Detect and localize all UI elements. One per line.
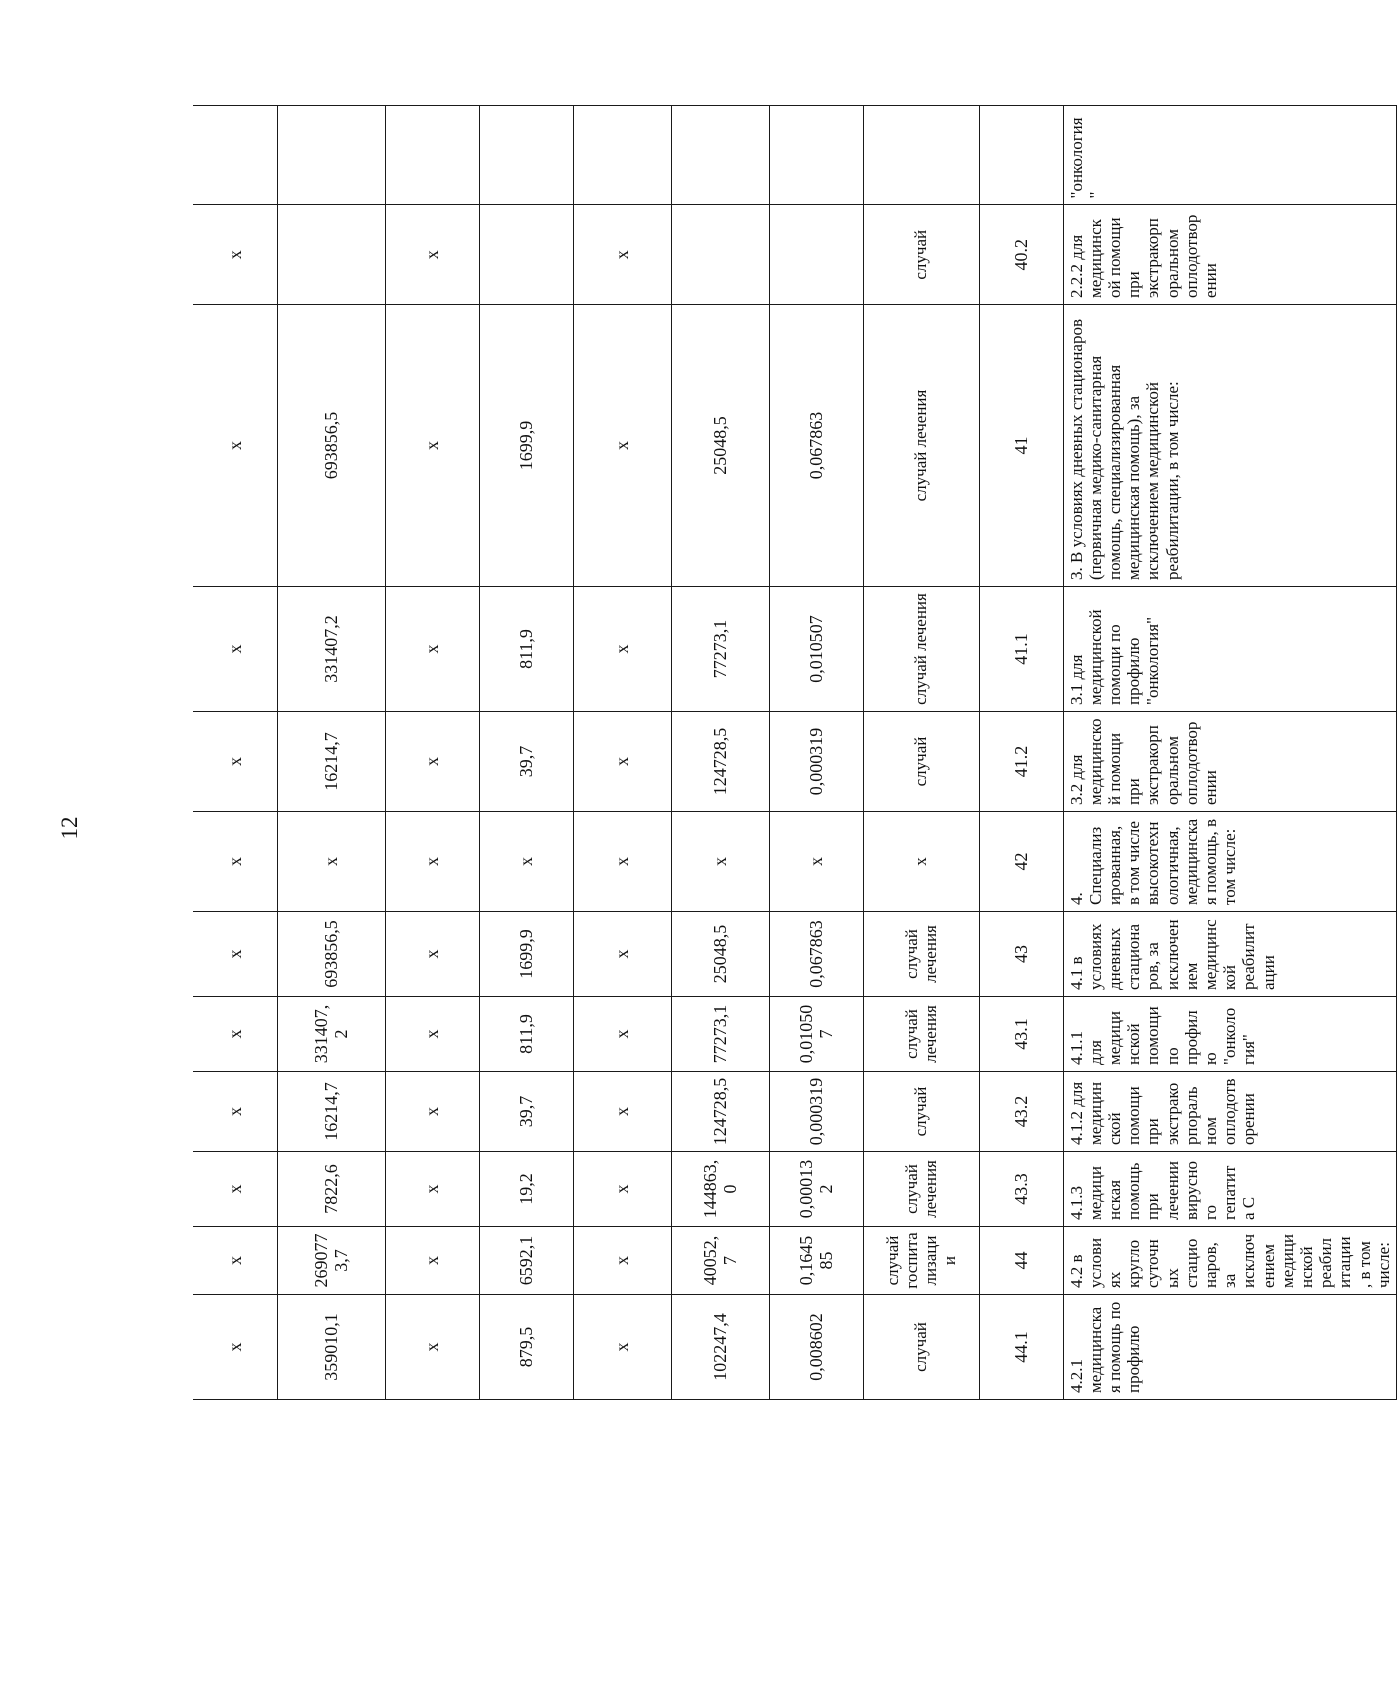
table-row <box>979 106 1063 1400</box>
col2-cell <box>479 106 573 206</box>
col5-cell: х <box>193 912 277 997</box>
norm-cell: 0,010507 <box>769 997 863 1072</box>
cost-cell: 124728,5 <box>671 1072 769 1152</box>
table-row <box>385 106 479 1400</box>
col2-cell: 39,7 <box>479 712 573 812</box>
cost-cell: 124728,5 <box>671 712 769 812</box>
col3-cell: х <box>385 305 479 587</box>
col4-cell: 16214,7 <box>277 712 385 812</box>
row-name-cell: 4.1.1 для медицинской помощи по профилю "онкология" <box>1063 997 1396 1072</box>
page-number: 12 <box>57 816 82 840</box>
row-number-cell: 41 <box>979 305 1063 587</box>
col1-cell: х <box>573 1295 671 1400</box>
norm-cell: 0,008602 <box>769 1295 863 1400</box>
col4-cell: 693856,5 <box>277 305 385 587</box>
row-number-cell: 42 <box>979 812 1063 912</box>
unit-cell: случай лечения <box>863 1152 979 1227</box>
col4-cell: 16214,7 <box>277 1072 385 1152</box>
cost-cell: 77273,1 <box>671 997 769 1072</box>
norm-cell <box>769 106 863 206</box>
row-number-cell: 44 <box>979 1227 1063 1295</box>
unit-cell <box>863 106 979 206</box>
cost-cell: х <box>671 812 769 912</box>
row-number-cell: 44.1 <box>979 1295 1063 1400</box>
norm-cell: 0,067863 <box>769 912 863 997</box>
col1-cell: х <box>573 712 671 812</box>
unit-cell: случай лечения <box>863 912 979 997</box>
col5-cell: х <box>193 1152 277 1227</box>
col3-cell: х <box>385 205 479 305</box>
col3-cell: х <box>385 1295 479 1400</box>
col3-cell <box>385 106 479 206</box>
col4-cell <box>277 205 385 305</box>
col2-cell: 811,9 <box>479 587 573 712</box>
unit-cell: х <box>863 812 979 912</box>
col2-cell: х <box>479 812 573 912</box>
col2-cell: 1699,9 <box>479 305 573 587</box>
rotated-table-container <box>193 105 1393 1400</box>
col1-cell <box>573 106 671 206</box>
cost-cell: 102247,4 <box>671 1295 769 1400</box>
col2-cell: 811,9 <box>479 997 573 1072</box>
col4-cell: х <box>277 812 385 912</box>
unit-cell: случай <box>863 1072 979 1152</box>
row-name-cell: 3. В условиях дневных стационаров (первичная медико-санитарная помощь, специализированная медицинская помощь), за исключением медицинской реабилитации, в том числе: <box>1063 305 1396 587</box>
col1-cell: х <box>573 1227 671 1295</box>
col4-cell: 331407,2 <box>277 997 385 1072</box>
cost-cell: 40052,7 <box>671 1227 769 1295</box>
col3-cell: х <box>385 587 479 712</box>
row-number-cell: 43.3 <box>979 1152 1063 1227</box>
norm-cell: 0,000319 <box>769 1072 863 1152</box>
col3-cell: х <box>385 1152 479 1227</box>
col3-cell: х <box>385 712 479 812</box>
cost-cell: 25048,5 <box>671 305 769 587</box>
cost-cell <box>671 205 769 305</box>
col4-cell: 331407,2 <box>277 587 385 712</box>
col4-cell: 359010,1 <box>277 1295 385 1400</box>
col5-cell: х <box>193 205 277 305</box>
row-name-cell: 4.1.2 для медицинской помощи при экстракорпоральном оплодотворении <box>1063 1072 1396 1152</box>
table-row <box>573 106 671 1400</box>
col5-cell: х <box>193 712 277 812</box>
col1-cell: х <box>573 1152 671 1227</box>
row-number-cell: 41.1 <box>979 587 1063 712</box>
col4-cell: 7822,6 <box>277 1152 385 1227</box>
unit-cell: случай лечения <box>863 587 979 712</box>
unit-cell: случай <box>863 712 979 812</box>
col5-cell: х <box>193 587 277 712</box>
row-number-cell <box>979 106 1063 206</box>
row-name-cell: 4.2 в условиях круглосуточных стационаров, за исключением медицинской реабилитации, в том числе: <box>1063 1227 1396 1295</box>
col3-cell: х <box>385 912 479 997</box>
table-row <box>479 106 573 1400</box>
col1-cell: х <box>573 1072 671 1152</box>
unit-cell: случай лечения <box>863 305 979 587</box>
col5-cell: х <box>193 305 277 587</box>
table-row <box>671 106 769 1400</box>
col3-cell: х <box>385 812 479 912</box>
table-row <box>193 106 277 1400</box>
col5-cell <box>193 106 277 206</box>
norm-cell <box>769 205 863 305</box>
col2-cell: 6592,1 <box>479 1227 573 1295</box>
col4-cell: 693856,5 <box>277 912 385 997</box>
col1-cell: х <box>573 912 671 997</box>
col5-cell: х <box>193 1227 277 1295</box>
row-number-cell: 43 <box>979 912 1063 997</box>
col1-cell: х <box>573 812 671 912</box>
col3-cell: х <box>385 1227 479 1295</box>
col3-cell: х <box>385 997 479 1072</box>
norm-cell: 0,067863 <box>769 305 863 587</box>
norm-cell: х <box>769 812 863 912</box>
norm-cell: 0,000132 <box>769 1152 863 1227</box>
row-name-cell: 4.1 в условиях дневных стационаров, за исключением медицинской реабилитации <box>1063 912 1396 997</box>
row-number-cell: 40.2 <box>979 205 1063 305</box>
table-row <box>1063 106 1396 1400</box>
unit-cell: случай <box>863 205 979 305</box>
table-row <box>863 106 979 1400</box>
col4-cell: 2690773,7 <box>277 1227 385 1295</box>
table-row <box>277 106 385 1400</box>
row-name-cell: 4.2.1 медицинская помощь по профилю <box>1063 1295 1396 1400</box>
col1-cell: х <box>573 997 671 1072</box>
row-name-cell: 2.2.2 для медицинской помощи при экстракорпоральном оплодотворении <box>1063 205 1396 305</box>
row-name-cell: 4. Специализированная, в том числе высокотехнологичная, медицинская помощь, в том числе: <box>1063 812 1396 912</box>
col2-cell: 39,7 <box>479 1072 573 1152</box>
row-name-cell: 4.1.3 медицинская помощь при лечении вирусного гепатита С <box>1063 1152 1396 1227</box>
col5-cell: х <box>193 812 277 912</box>
row-name-cell: 3.1 для медицинской помощи по профилю "онкология" <box>1063 587 1396 712</box>
cost-cell: 25048,5 <box>671 912 769 997</box>
cost-cell: 144863,0 <box>671 1152 769 1227</box>
cost-cell <box>671 106 769 206</box>
table-body <box>193 106 1396 1400</box>
col1-cell: х <box>573 305 671 587</box>
table-row <box>769 106 863 1400</box>
cost-cell: 77273,1 <box>671 587 769 712</box>
col1-cell: х <box>573 587 671 712</box>
col4-cell <box>277 106 385 206</box>
col3-cell: х <box>385 1072 479 1152</box>
unit-cell: случай госпитализации <box>863 1227 979 1295</box>
row-number-cell: 43.1 <box>979 997 1063 1072</box>
col1-cell: х <box>573 205 671 305</box>
norm-cell: 0,010507 <box>769 587 863 712</box>
norm-cell: 0,164585 <box>769 1227 863 1295</box>
row-name-cell: 3.2 для медицинской помощи при экстракорпоральном оплодотворении <box>1063 712 1396 812</box>
data-table <box>193 105 1397 1400</box>
row-number-cell: 43.2 <box>979 1072 1063 1152</box>
col5-cell: х <box>193 1295 277 1400</box>
norm-cell: 0,000319 <box>769 712 863 812</box>
col5-cell: х <box>193 997 277 1072</box>
unit-cell: случай <box>863 1295 979 1400</box>
col2-cell <box>479 205 573 305</box>
row-number-cell: 41.2 <box>979 712 1063 812</box>
row-name-cell: "онкология" <box>1063 106 1396 206</box>
col5-cell: х <box>193 1072 277 1152</box>
col2-cell: 1699,9 <box>479 912 573 997</box>
unit-cell: случай лечения <box>863 997 979 1072</box>
col2-cell: 19,2 <box>479 1152 573 1227</box>
col2-cell: 879,5 <box>479 1295 573 1400</box>
